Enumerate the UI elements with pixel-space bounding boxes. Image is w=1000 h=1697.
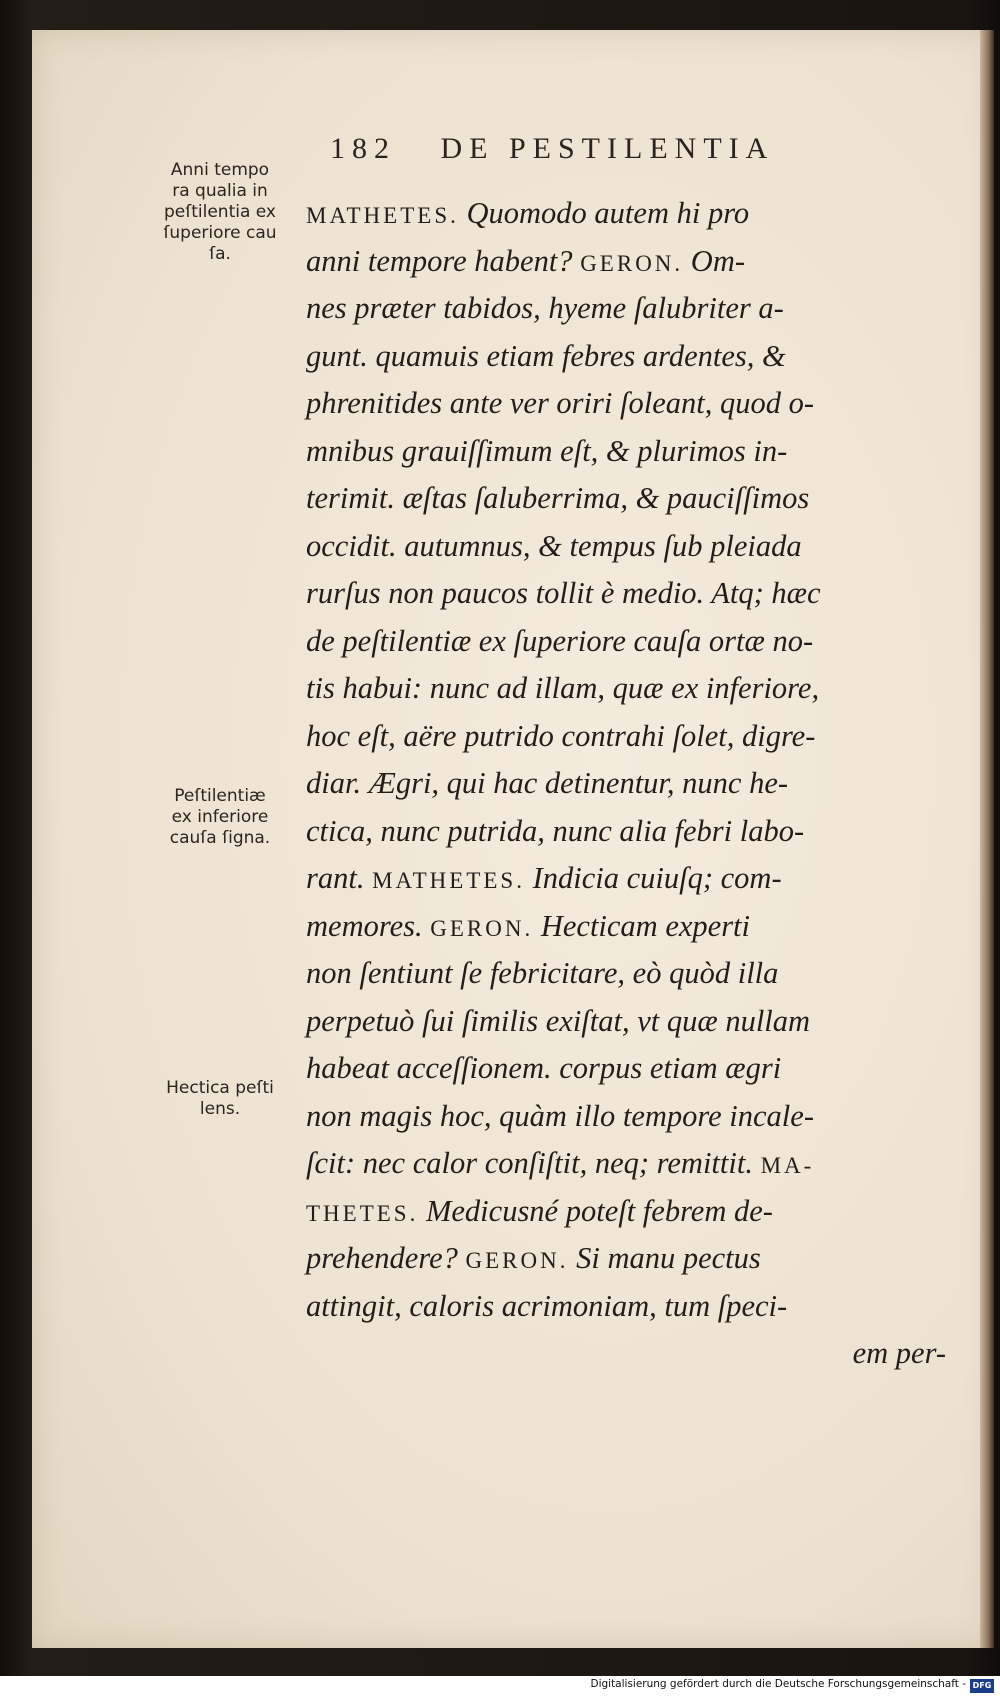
footer-bar [0, 1676, 1000, 1697]
text-line [306, 903, 946, 951]
text-segment: non magis hoc, quàm illo tempore incale- [306, 1098, 814, 1133]
text-line [306, 1140, 946, 1188]
text-line [306, 285, 946, 333]
speaker-name: GERON. [465, 1248, 569, 1273]
text-segment: de peſtilentiæ ex ſuperiore cauſa ortæ no- [306, 623, 814, 658]
text-line [306, 618, 946, 666]
text-segment: mnibus grauiſſimum eſt, & plurimos in- [306, 433, 788, 468]
text-segment: memores. [306, 908, 431, 943]
text-segment: Quomodo autem hi pro [458, 196, 750, 230]
speaker-name: MA- [760, 1153, 815, 1178]
text-segment: Hecticam experti [533, 908, 751, 943]
speaker-name: THETES. [306, 1200, 419, 1226]
running-title: DE PESTILENTIA [440, 132, 775, 165]
text-line [306, 950, 946, 998]
margin-note-line: peſtilentia ex [163, 202, 276, 222]
text-line [306, 523, 946, 571]
text-line [306, 428, 946, 476]
text-segment: prehendere? [306, 1241, 466, 1275]
margin-note-line: ſa. [209, 244, 231, 264]
margin-note-hectica [140, 1078, 300, 1120]
margin-note-line: lens. [199, 1099, 241, 1119]
text-line [306, 1235, 946, 1283]
text-line [306, 570, 946, 618]
margin-note-line: ra qualia in [172, 181, 268, 201]
text-segment: terimit. æſtas ſaluberrima, & pauciſſimos [306, 481, 810, 515]
text-segment: rurſus non paucos tollit è medio. Atq; hæc [306, 576, 821, 610]
text-segment: Om- [683, 243, 746, 278]
speaker-name: MATHETES. [306, 203, 459, 228]
text-line [306, 665, 946, 713]
text-segment: non ſentiunt ſe febricitare, eò quòd illa [306, 956, 779, 990]
text-segment: ſcit: nec calor conſiſtit, neq; remittit. [306, 1146, 761, 1180]
text-segment: ctica, nunc putrida, nunc alia febri labo- [306, 813, 805, 848]
text-line [306, 998, 946, 1046]
text-line [306, 333, 946, 381]
text-segment: occidit. autumnus, & tempus ſub pleiada [306, 528, 802, 563]
text-segment: diar. Ægri, qui hac detinentur, nunc he- [306, 766, 789, 800]
text-line [306, 380, 946, 428]
text-line [306, 1093, 946, 1141]
page-edge [980, 30, 994, 1648]
text-segment: Indicia cuiuſq; com- [524, 861, 782, 895]
margin-note-line: Anni tempo [170, 160, 270, 180]
text-segment: nes præter tabidos, hyeme ſalubriter a- [306, 291, 784, 325]
margin-note-line: ſuperiore cau [163, 223, 277, 243]
margin-note-anni-tempora [140, 160, 300, 265]
text-line [306, 1283, 946, 1331]
text-line [306, 190, 946, 238]
text-segment: anni tempore habent? [306, 243, 581, 278]
text-segment: hoc eſt, aëre putrido contrahi ſolet, digre- [306, 718, 816, 753]
dfg-logo: DFG [970, 1679, 994, 1693]
text-line [306, 713, 946, 761]
text-segment: phrenitides ante ver oriri ſoleant, quod o- [306, 386, 814, 420]
footer-credit: Digitalisierung gefördert durch die Deutsche Forschungsgemeinschaft - [590, 1678, 966, 1690]
text-line [306, 1188, 946, 1236]
margin-note-line: Peſtilentiæ [174, 786, 266, 806]
text-segment: attingit, caloris acrimoniam, tum ſpeci- [306, 1288, 788, 1323]
text-segment: Si manu pectus [568, 1241, 761, 1275]
text-segment: rant. [306, 861, 373, 895]
text-line [306, 808, 946, 856]
margin-note-pestilentiae-signa [140, 786, 300, 849]
speaker-name: GERON. [430, 915, 534, 941]
margin-note-line: ex inferiore [171, 807, 269, 827]
speaker-name: GERON. [580, 250, 684, 276]
text-segment: Medicusné poteſt febrem de- [418, 1193, 773, 1228]
catchword: em per- [852, 1336, 946, 1370]
text-segment: tis habui: nunc ad illam, quæ ex inferiore, [306, 671, 820, 705]
speaker-name: MATHETES. [372, 868, 525, 893]
margin-note-line: cauſa ſigna. [169, 828, 271, 848]
text-segment: perpetuò ſui ſimilis exiſtat, vt quæ nullam [306, 1003, 811, 1038]
text-segment: habeat acceſſionem. corpus etiam ægri [306, 1051, 782, 1085]
margin-note-line: Hectica peſti [166, 1078, 274, 1098]
text-line [306, 475, 946, 523]
running-head [330, 132, 890, 172]
text-segment: gunt. quamuis etiam febres ardentes, & [306, 338, 786, 373]
text-line [306, 238, 946, 286]
text-line [306, 1045, 946, 1093]
text-line [306, 760, 946, 808]
text-line [306, 855, 946, 903]
body-text [306, 190, 946, 1378]
page-number: 182 [330, 132, 396, 165]
